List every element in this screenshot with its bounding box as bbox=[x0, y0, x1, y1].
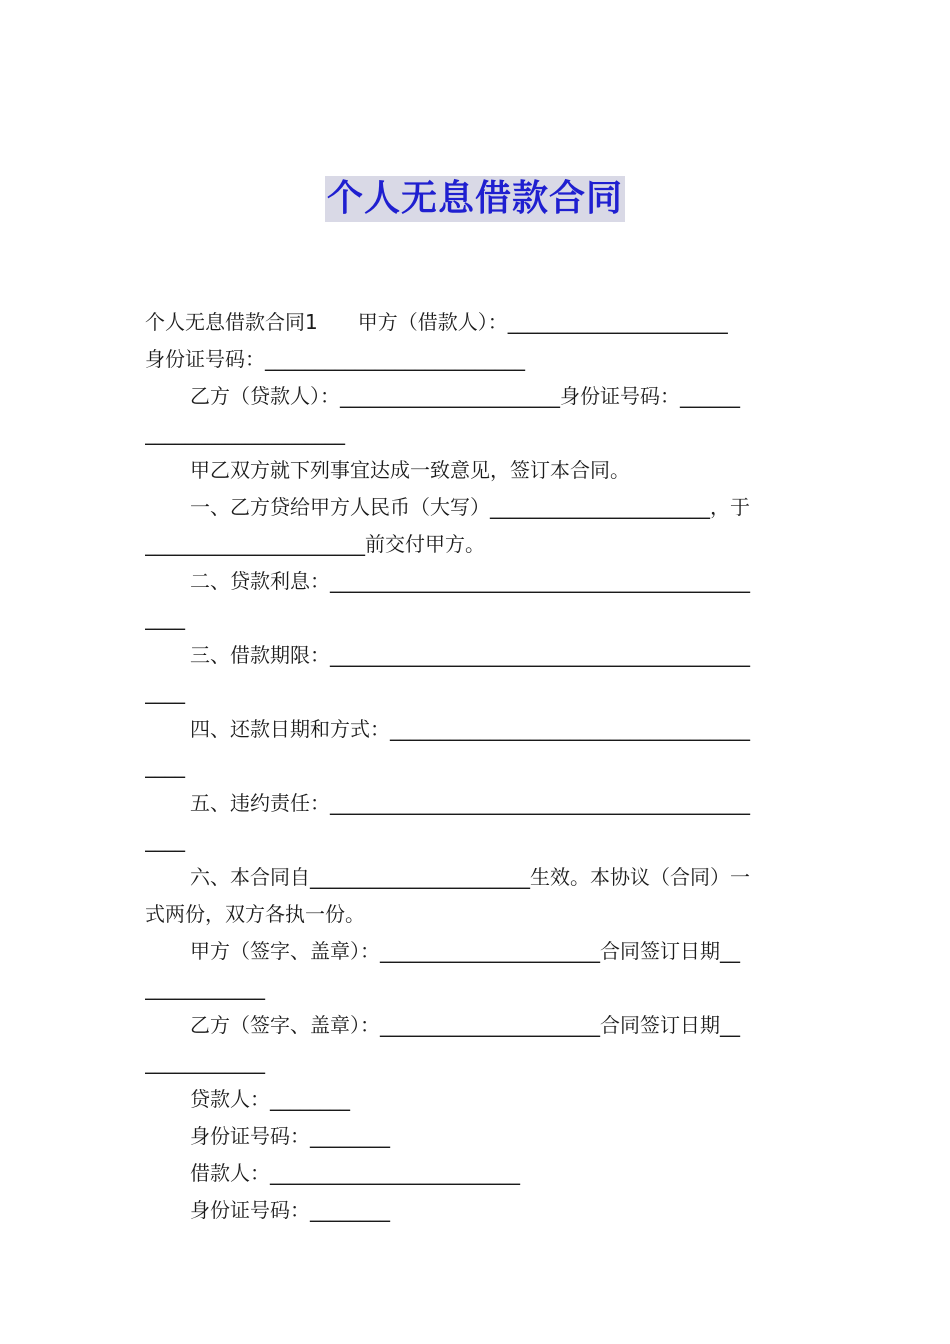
text-line: 身份证号码：________ bbox=[190, 1198, 390, 1222]
text-line: 乙方（签字、盖章）：______________________合同签订日期__ bbox=[190, 1013, 740, 1037]
text-line: ______________________前交付甲方。 bbox=[145, 532, 485, 556]
text-line: 四、还款日期和方式：____________________________________ bbox=[190, 717, 750, 741]
text-line: 甲方（签字、盖章）：______________________合同签订日期__ bbox=[190, 939, 740, 963]
text-line: 五、违约责任：__________________________________________ bbox=[190, 791, 750, 815]
text-line: 三、借款期限：__________________________________________ bbox=[190, 643, 750, 667]
text-line: 个人无息借款合同1 甲方（借款人）：______________________ bbox=[145, 310, 728, 334]
text-line: 二、贷款利息：__________________________________________ bbox=[190, 569, 750, 593]
text-line: 乙方（贷款人）：______________________身份证号码：______ bbox=[190, 384, 740, 408]
text-line: ____________ bbox=[145, 976, 265, 1000]
document-title: 个人无息借款合同 bbox=[325, 176, 625, 222]
text-line: ____ bbox=[145, 828, 185, 852]
text-line: ____ bbox=[145, 754, 185, 778]
text-line: 一、乙方贷给甲方人民币（大写）______________________，于 bbox=[190, 495, 750, 519]
text-line: 贷款人：________ bbox=[190, 1087, 350, 1111]
text-line: 式两份，双方各执一份。 bbox=[145, 902, 365, 926]
text-line: 甲乙双方就下列事宜达成一致意见，签订本合同。 bbox=[190, 458, 630, 482]
text-line: ____________________ bbox=[145, 421, 345, 445]
text-line: 身份证号码：__________________________ bbox=[145, 347, 525, 371]
contract-body bbox=[145, 304, 807, 1229]
text-line: ____________ bbox=[145, 1050, 265, 1074]
text-line: 身份证号码：________ bbox=[190, 1124, 390, 1148]
text-line: ____ bbox=[145, 680, 185, 704]
text-line: ____ bbox=[145, 606, 185, 630]
text-line: 六、本合同自______________________生效。本协议（合同）一 bbox=[190, 865, 750, 889]
document-title-wrap bbox=[0, 176, 950, 222]
text-line: 借款人：_________________________ bbox=[190, 1161, 520, 1185]
